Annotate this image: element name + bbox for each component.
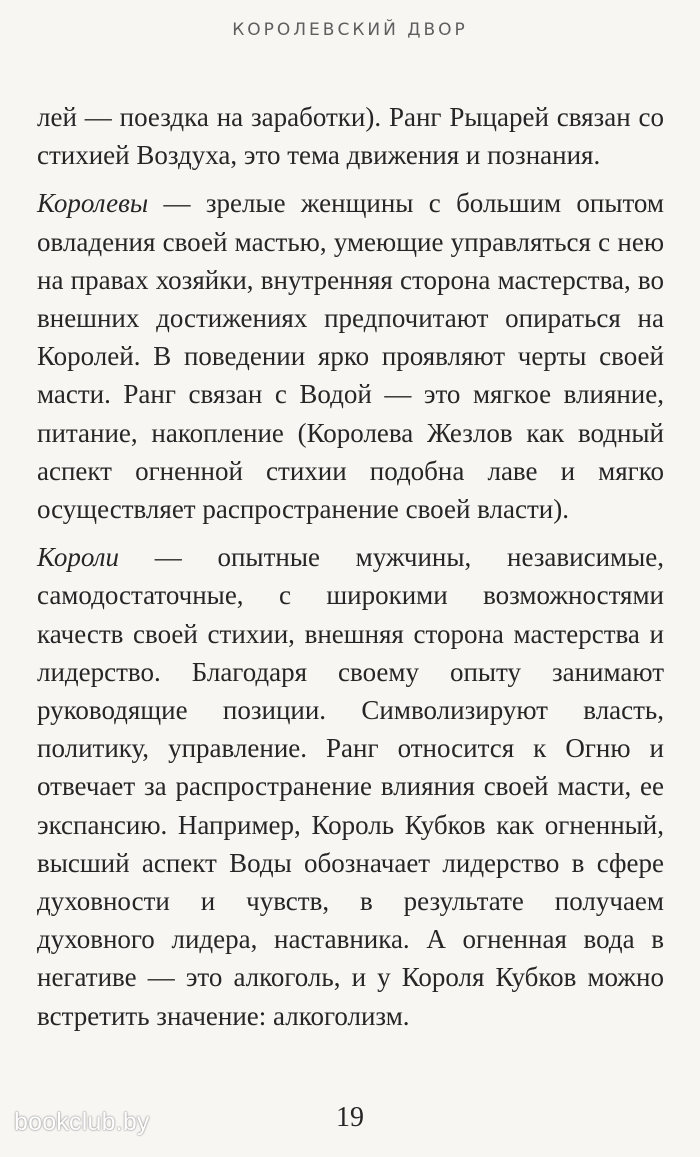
paragraph-queens	[37, 184, 664, 528]
page-number: 19	[336, 1102, 364, 1133]
paragraph-kings	[37, 538, 664, 1035]
running-head: КОРОЛЕВСКИЙ ДВОР	[232, 20, 468, 40]
watermark: bookclub.by	[14, 1108, 150, 1136]
body-text	[37, 98, 664, 1045]
paragraph-text: — опытные мужчины, независимые, самодостаточные, с широкими возможностями качеств своей стихии, внешняя сторона мастерства и лидерство. Благодаря своему опыту занимают руководящие позиции. Символизируют власть, политику, управление. Ранг относится к Огню и отвечает за распространение влияния своей масти, ее экспансию. Например, Король Кубков как огненный, высший аспект Воды обозначает лидерство в сфере духовности и чувств, в результате получаем духовного лидера, наставника. А огненная вода в негативе — это алкоголь, и у Короля Кубков можно встретить значение: алкоголизм.	[37, 542, 664, 1031]
term-kings: Короли	[37, 542, 120, 573]
paragraph-knights	[37, 98, 664, 174]
paragraph-text: — зрелые женщины с большим опытом овладения своей мастью, умеющие управляться с нею на правах хозяйки, внутренняя сторона мастерства, во внешних достижениях предпочитают опираться на Королей. В поведении ярко проявляют черты своей масти. Ранг связан с Водой — это мягкое влияние, питание, накопление (Королева Жезлов как водный аспект огненной стихии подобна лаве и мягко осуществляет распространение своей власти).	[37, 188, 664, 525]
term-queens: Королевы	[37, 188, 149, 219]
paragraph-text: лей — поездка на заработки). Ранг Рыцарей связан со стихией Воздуха, это тема движения и познания.	[37, 102, 664, 171]
